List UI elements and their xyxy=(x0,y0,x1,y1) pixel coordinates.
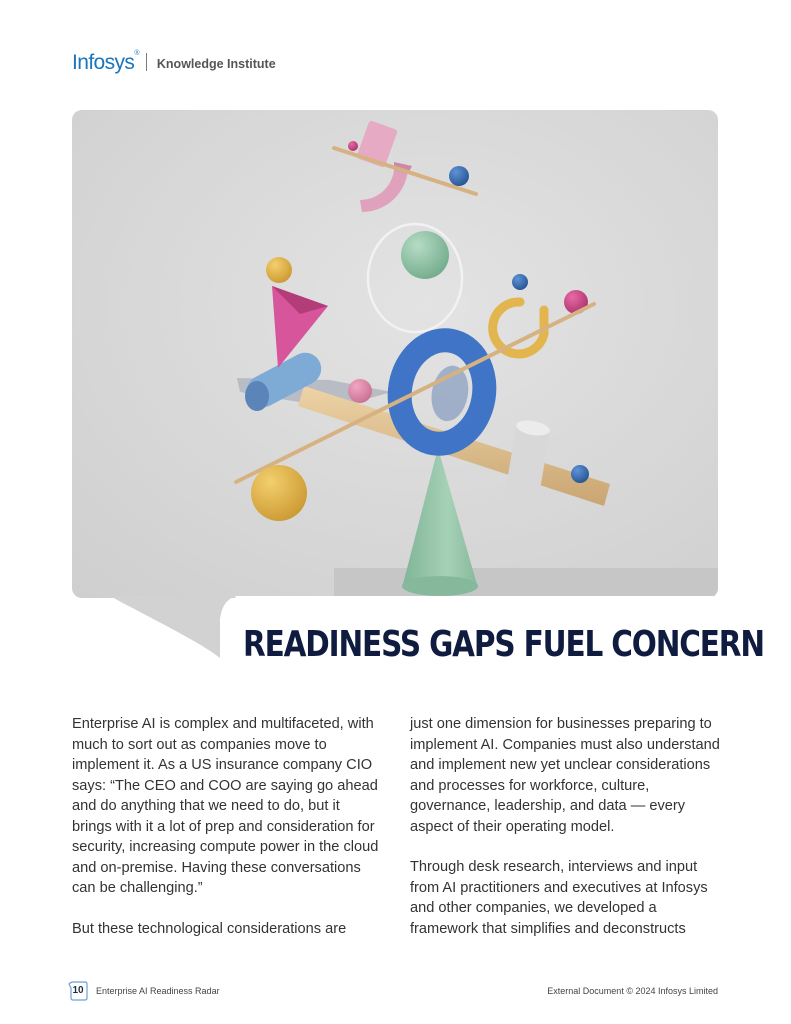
page-number: 10 xyxy=(72,985,84,996)
pink-ball xyxy=(348,379,372,403)
tiny-magenta-ball xyxy=(348,141,358,151)
paragraph: Through desk research, interviews and input from AI practitioners and executives at Infosys and other companies, we developed a framework that simplifies and deconstructs xyxy=(410,859,708,937)
report-title: Enterprise AI Readiness Radar xyxy=(96,986,220,996)
right-blue-ball xyxy=(571,465,589,483)
body-column-left xyxy=(72,714,382,959)
infosys-logo xyxy=(72,49,139,74)
logo-text: Infosys xyxy=(72,50,135,74)
registered-mark: ® xyxy=(134,49,139,57)
small-yellow-ball xyxy=(266,257,292,283)
blue-ring xyxy=(392,333,493,450)
page-header xyxy=(72,50,276,74)
mint-ball xyxy=(401,231,449,279)
tube-opening xyxy=(245,381,269,411)
floor-platform xyxy=(334,568,718,598)
copyright-notice: External Document © 2024 Infosys Limited xyxy=(547,986,718,996)
hero-illustration xyxy=(72,110,718,598)
top-blue-ball xyxy=(449,166,469,186)
paragraph: Enterprise AI is complex and multifaceted, with much to sort out as companies move to implement it. As a US insurance company CIO says: “The CEO and COO are saying go ahead and do anything that we need to do, but it brings with it a lot of prep and consideration for security, increasing compute power in the cloud and on-premise. Having these conversations can be challenging.” xyxy=(72,716,379,896)
balancing-sculpture-illustration xyxy=(72,110,718,598)
header-divider xyxy=(146,53,147,71)
large-yellow-ball xyxy=(251,465,307,521)
body-column-right xyxy=(410,714,720,959)
page-footer xyxy=(68,981,718,1001)
cone-base xyxy=(402,576,478,596)
paragraph: But these technological considerations are xyxy=(72,920,347,937)
paragraph: just one dimension for businesses preparing to implement AI. Companies must also understand and implement new yet unclear considerations and processes for workforce, culture, governance, leadership, and data — every aspect of their operating model. xyxy=(410,716,720,835)
hook-blue-ball xyxy=(512,274,528,290)
division-label: Knowledge Institute xyxy=(156,57,276,71)
section-headline: READINESS GAPS FUEL CONCERN xyxy=(243,624,764,665)
